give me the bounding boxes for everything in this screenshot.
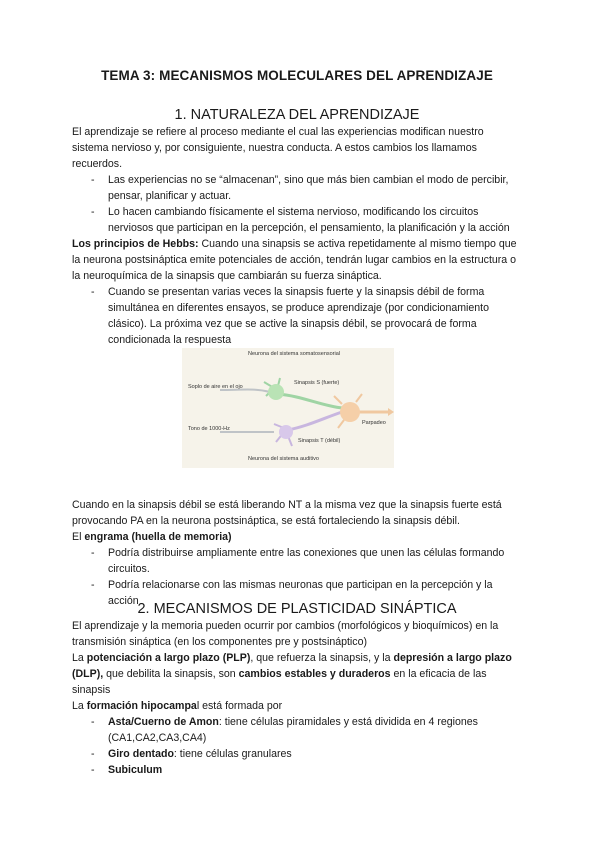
dlp-term: depresión a largo plazo (DLP), bbox=[72, 652, 512, 680]
section1-continued bbox=[72, 497, 522, 609]
label-neuron-somato: Neurona del sistema somatosensorial bbox=[248, 351, 341, 357]
hebbs-text: Cuando una sinapsis se activa repetidamente al mismo tiempo que la neurona postsináptica emite potenciales de acción, tendrán lugar cambios en la estructura o la neuroquímica de la sinapsis que cambiarán su fuerza sináptica. bbox=[72, 238, 517, 282]
plp-term: potenciación a largo plazo (PLP) bbox=[86, 652, 251, 664]
section1-intro: El aprendizaje se refiere al proceso mediante el cual las experiencias modifican nuestro sistema nervioso y, por consiguiente, nuestra conducta. A estos cambios los llamamos recuerdos. bbox=[72, 126, 484, 170]
stable-changes-term: cambios estables y duraderos bbox=[238, 668, 391, 680]
section2-heading: 2. MECANISMOS DE PLASTICIDAD SINÁPTICA bbox=[137, 601, 457, 617]
label-neuron-auditory: Neurona del sistema auditivo bbox=[248, 456, 319, 462]
after-figure-text: Cuando en la sinapsis débil se está liberando NT a la misma vez que la sinapsis fuerte está provocando PA en la neurona postsináptica, se está fortaleciendo la sinapsis débil. bbox=[72, 499, 502, 527]
document-title: TEMA 3: MECANISMOS MOLECULARES DEL APRENDIZAJE bbox=[101, 68, 493, 83]
hippocampus-paragraph: La formación hipocampal está formada por bbox=[72, 700, 283, 712]
hebb-synapse-figure bbox=[182, 348, 394, 468]
section1-heading: 1. NATURALEZA DEL APRENDIZAJE bbox=[174, 107, 420, 123]
hippocampus-term: formación hipocampa bbox=[86, 700, 197, 712]
hebbs-label: Los principios de Hebbs: bbox=[72, 238, 199, 250]
label-response: Parpadeo bbox=[362, 420, 386, 426]
section1-bullets bbox=[72, 172, 522, 236]
engram-paragraph bbox=[72, 529, 522, 545]
label-synapse-weak: Sinapsis T (débil) bbox=[298, 438, 341, 444]
hippocampus-list bbox=[72, 714, 522, 778]
list-item: - Asta/Cuerno de Amon: tiene células piramidales y está dividida en 4 regiones (CA1,CA2,CA3,CA4) bbox=[72, 714, 522, 746]
list-item: - Subiculum bbox=[72, 762, 522, 778]
engram-label: engrama (huella de memoria) bbox=[84, 531, 232, 543]
section1-body bbox=[72, 124, 522, 348]
label-tone: Tono de 1000-Hz bbox=[188, 426, 230, 432]
list-item: - Lo hacen cambiando físicamente el sistema nervioso, modificando los circuitos nerviosos que participan en la percepción, el pensamiento, la planificación y la acción bbox=[72, 204, 522, 236]
engram-bullets bbox=[72, 545, 522, 609]
label-synapse-strong: Sinapsis S (fuerte) bbox=[294, 380, 340, 386]
list-item: - Las experiencias no se “almacenan”, sino que más bien cambian el modo de percibir, pensar, planificar y actuar. bbox=[72, 172, 522, 204]
engram-prefix: El bbox=[72, 531, 85, 543]
list-item: - Cuando se presentan varias veces la sinapsis fuerte y la sinapsis débil de forma simultánea en diferentes ensayos, se produce aprendizaje (por condicionamiento clásico). La próxima vez que se active la sinapsis débil, se provocará de forma condicionada la respuesta bbox=[72, 284, 522, 348]
section2-body bbox=[72, 618, 522, 778]
list-item: - Giro dentado: tiene células granulares bbox=[72, 746, 522, 762]
plp-paragraph: La potenciación a largo plazo (PLP), que refuerza la sinapsis, y la depresión a largo plazo (DLP), que debilita la sinapsis, son cambios estables y duraderos en la eficacia de las sinapsis bbox=[72, 652, 512, 696]
hebbs-bullets bbox=[72, 284, 522, 348]
list-item: - Podría distribuirse ampliamente entre las conexiones que unen las células formando circuitos. bbox=[72, 545, 522, 577]
section2-intro: El aprendizaje y la memoria pueden ocurrir por cambios (morfológicos y bioquímicos) en la transmisión sináptica (en los componentes pre y postsináptico) bbox=[72, 620, 499, 648]
label-air-puff: Soplo de aire en el ojo bbox=[188, 384, 243, 390]
hebbs-paragraph bbox=[72, 236, 522, 284]
list-item: - Podría relacionarse con las mismas neuronas que participan en la percepción y la acción bbox=[72, 577, 522, 609]
